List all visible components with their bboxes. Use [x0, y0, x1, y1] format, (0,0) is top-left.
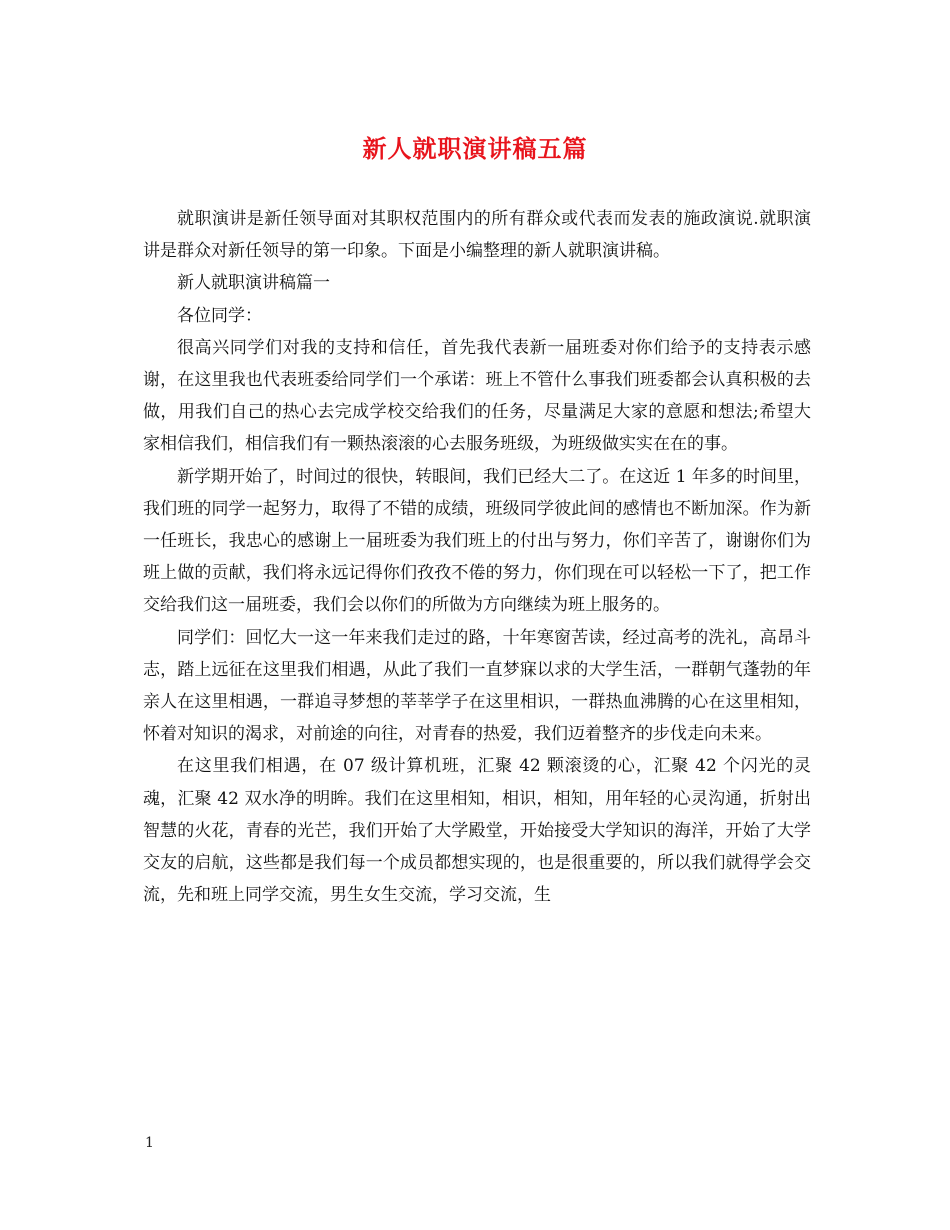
body-paragraph: 同学们：回忆大一这一年来我们走过的路，十年寒窗苦读，经过高考的洗礼，高昂斗志，踏上远征在这里我们相遇，从此了我们一直梦寐以求的大学生活，一群朝气蓬勃的年亲人在这里相遇，一群追寻梦想的莘莘学子在这里相识，一群热血沸腾的心在这里相知，怀着对知识的渴求，对前途的向往，对青春的热爱，我们迈着整齐的步伐走向未来。: [143, 627, 811, 745]
body-paragraph: 很高兴同学们对我的支持和信任，首先我代表新一届班委对你们给予的支持表示感谢，在这里我也代表班委给同学们一个承诺：班上不管什么事我们班委都会认真积极的去做，用我们自己的热心去完成学校交给我们的任务，尽量满足大家的意愿和想法;希望大家相信我们，相信我们有一颗热滚滚的心去服务班级，为班级做实实在在的事。: [143, 337, 811, 455]
salutation: 各位同学：: [177, 305, 262, 326]
page-number: 1: [145, 1135, 154, 1151]
document-body: [143, 203, 811, 911]
document-title: 新人就职演讲稿五篇: [362, 134, 588, 163]
section-heading: 新人就职演讲稿篇一: [177, 273, 330, 294]
body-paragraph: 在这里我们相遇，在 07 级计算机班，汇聚 42 颗滚烫的心，汇聚 42 个闪光的灵魂，汇聚 42 双水净的明眸。我们在这里相知，相识，相知，用年轻的心灵沟通，折射出智慧的火花，青春的光芒，我们开始了大学殿堂，开始接受大学知识的海洋，开始了大学交友的启航，这些都是我们每一个成员都想实现的，也是很重要的，所以我们就得学会交流，先和班上同学交流，男生女生交流，学习交流，生: [143, 756, 811, 906]
intro-paragraph: 就职演讲是新任领导面对其职权范围内的所有群众或代表而发表的施政演说.就职演讲是群众对新任领导的第一印象。下面是小编整理的新人就职演讲稿。: [143, 209, 811, 262]
body-paragraph: 新学期开始了，时间过的很快，转眼间，我们已经大二了。在这近 1 年多的时间里，我们班的同学一起努力，取得了不错的成绩，班级同学彼此间的感情也不断加深。作为新一任班长，我忠心的感谢上一届班委为我们班上的付出与努力，你们辛苦了，谢谢你们为班上做的贡献，我们将永远记得你们孜孜不倦的努力，你们现在可以轻松一下了，把工作交给我们这一届班委，我们会以你们的所做为方向继续为班上服务的。: [143, 466, 811, 616]
